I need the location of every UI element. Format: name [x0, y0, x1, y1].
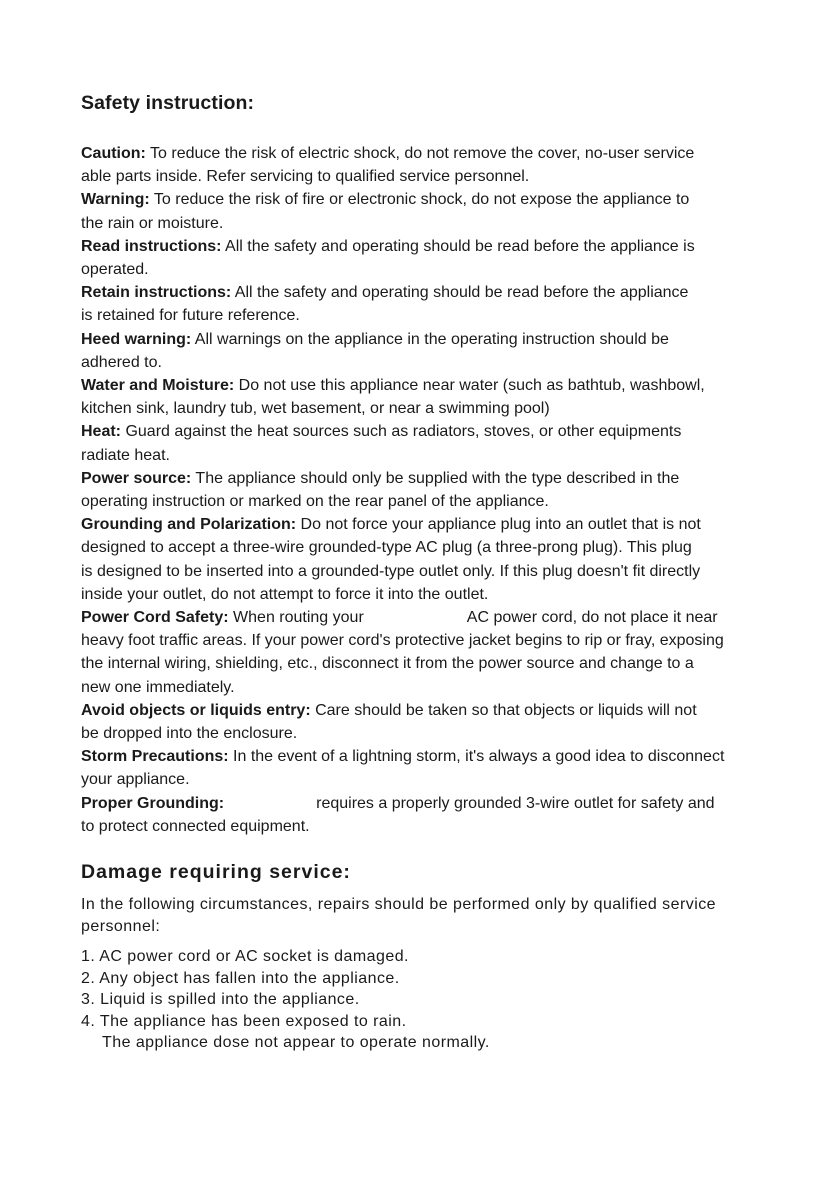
cord-line-4: new one immediately.	[81, 678, 235, 696]
water-line-2: kitchen sink, laundry tub, wet basement, or near a swimming pool)	[81, 400, 550, 418]
list-item: 2. Any object has fallen into the appliance.	[81, 969, 400, 987]
grounding-pol-line-1: Grounding and Polarization: Do not force your appliance plug into an outlet that is not	[81, 516, 701, 534]
cord-line-1: Power Cord Safety: When routing your AC power cord, do not place it near	[81, 609, 718, 627]
power-line-2: operating instruction or marked on the rear panel of the appliance.	[81, 493, 549, 511]
warning-line-1: Warning: To reduce the risk of fire or electronic shock, do not expose the appliance to	[81, 191, 690, 209]
avoid-label: Avoid objects or liquids entry:	[81, 701, 311, 719]
heat-line-1: Heat: Guard against the heat sources such as radiators, stoves, or other equipments	[81, 423, 682, 441]
list-item: 3. Liquid is spilled into the appliance.	[81, 991, 360, 1008]
heat-label: Heat:	[81, 423, 122, 441]
retain-line-1: Retain instructions: All the safety and operating should be read before the appliance	[81, 284, 689, 302]
safety-list	[81, 142, 826, 838]
read-line-2: operated.	[81, 261, 149, 279]
damage-intro	[81, 894, 716, 938]
cord-line-3: the internal wiring, shielding, etc., disconnect it from the power source and change to a	[81, 655, 694, 673]
heat-line-2: radiate heat.	[81, 446, 170, 464]
proper-label: Proper Grounding:	[81, 794, 225, 812]
damage-intro-line-2: personnel:	[81, 918, 161, 935]
grounding-pol-line-2: designed to accept a three-wire grounded-type AC plug (a three-prong plug). This plug	[81, 539, 692, 557]
document-page	[81, 88, 826, 1051]
power-label: Power source:	[81, 469, 192, 487]
caution-label: Caution:	[81, 145, 146, 162]
list-item: 4. The appliance has been exposed to rain.	[81, 1012, 407, 1030]
proper-line-1: Proper Grounding: requires a properly grounded 3-wire outlet for safety and	[81, 794, 715, 812]
damage-intro-line-1: In the following circumstances, repairs should be performed only by qualified service	[81, 896, 716, 913]
warning-label: Warning:	[81, 191, 150, 209]
damage-list	[81, 946, 490, 1054]
warning-line-2: the rain or moisture.	[81, 214, 224, 232]
storm-label: Storm Precautions:	[81, 748, 229, 766]
avoid-line-1: Avoid objects or liquids entry: Care should be taken so that objects or liquids will not	[81, 701, 697, 719]
heed-line-2: adhered to.	[81, 353, 162, 371]
water-label: Water and Moisture:	[81, 377, 235, 395]
storm-line-1: Storm Precautions: In the event of a lightning storm, it's always a good idea to disconnect	[81, 748, 725, 766]
caution-line-2: able parts inside. Refer servicing to qualified service personnel.	[81, 168, 530, 186]
water-line-1: Water and Moisture: Do not use this appliance near water (such as bathtub, washbowl,	[81, 377, 705, 395]
list-item: 1. AC power cord or AC socket is damaged.	[81, 948, 409, 965]
avoid-line-2: be dropped into the enclosure.	[81, 725, 298, 743]
proper-line-2: to protect connected equipment.	[81, 817, 310, 835]
retain-line-2: is retained for future reference.	[81, 307, 300, 325]
cord-label: Power Cord Safety:	[81, 609, 229, 627]
read-label: Read instructions:	[81, 237, 222, 255]
grounding-pol-label: Grounding and Polarization:	[81, 516, 297, 534]
heed-label: Heed warning:	[81, 330, 192, 348]
power-line-1: Power source: The appliance should only be supplied with the type described in the	[81, 469, 680, 487]
safety-title: Safety instruction:	[81, 92, 255, 114]
storm-line-2: your appliance.	[81, 771, 190, 789]
damage-title: Damage requiring service:	[81, 861, 351, 883]
cord-line-2: heavy foot traffic areas. If your power cord's protective jacket begins to rip or fray, exposing	[81, 632, 724, 650]
list-item-continuation: The appliance dose not appear to operate normally.	[102, 1034, 490, 1051]
caution-line-1: Caution: To reduce the risk of electric shock, do not remove the cover, no-user service	[81, 145, 695, 162]
read-line-1: Read instructions: All the safety and operating should be read before the appliance is	[81, 237, 695, 255]
grounding-pol-line-3: is designed to be inserted into a grounded-type outlet only. If this plug doesn't fit directly	[81, 562, 701, 580]
grounding-pol-line-4: inside your outlet, do not attempt to force it into the outlet.	[81, 585, 489, 603]
retain-label: Retain instructions:	[81, 284, 232, 302]
heed-line-1: Heed warning: All warnings on the appliance in the operating instruction should be	[81, 330, 669, 348]
